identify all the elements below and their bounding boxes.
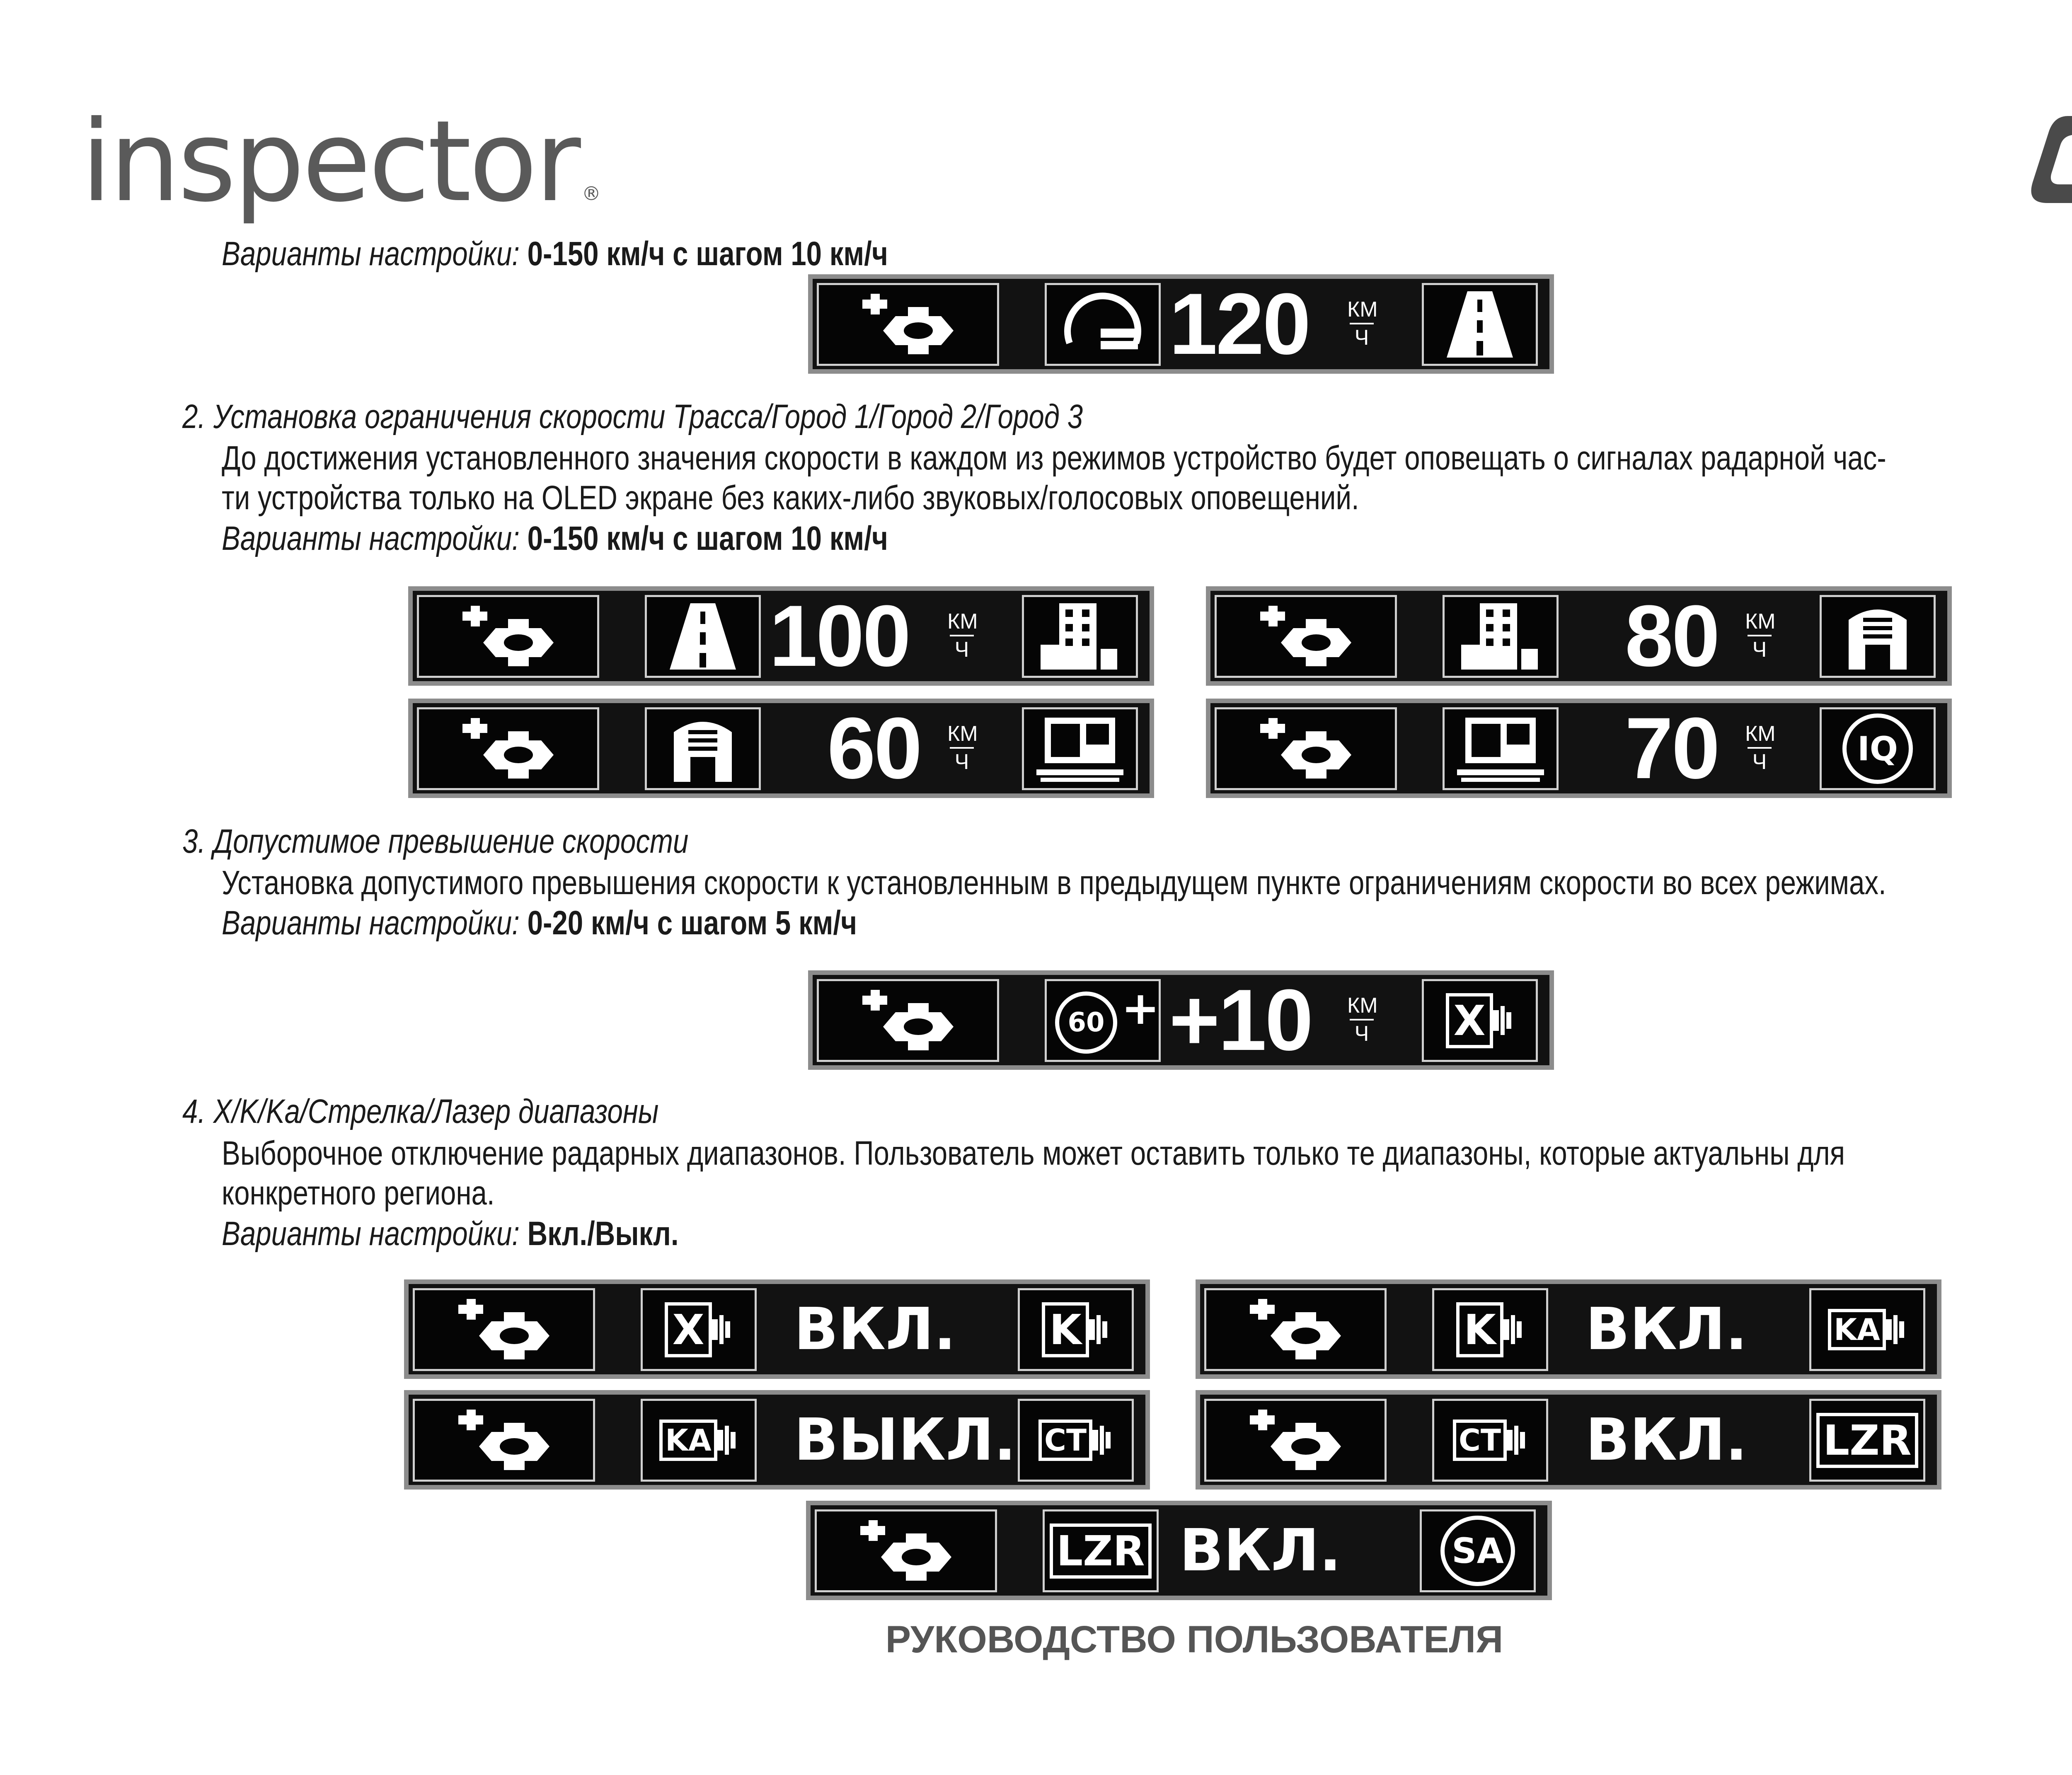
settings-cell (417, 707, 599, 790)
city1-icon (1022, 595, 1138, 678)
unit-kmh: КМ Ч (1347, 297, 1378, 350)
settings-cell (1215, 595, 1397, 678)
oled-screen-band-k (1196, 1279, 1941, 1379)
section-body: До достижения установленного значения скорости в каждом из режимов устройство будет оповещать о сигналах радарной час- (222, 439, 1886, 477)
settings-cell (817, 979, 999, 1062)
highway-icon (1422, 283, 1538, 366)
sa-icon: SA (1420, 1509, 1536, 1592)
settings-cell (417, 595, 599, 678)
section-title: 3. Допустимое превышение скорости (182, 822, 689, 860)
speed-value: 70 (1625, 699, 1719, 797)
oled-screen-city3 (1206, 699, 1952, 798)
oled-screen-band-ka (404, 1390, 1150, 1490)
band-state: ВЫКЛ. (794, 1406, 1016, 1474)
unit-kmh: КМ Ч (1745, 609, 1776, 662)
band-state: ВКЛ. (794, 1295, 956, 1363)
band-k-icon: K (1018, 1288, 1134, 1371)
oled-screen-speed (808, 274, 1554, 374)
band-ka-icon: KA (641, 1399, 757, 1482)
band-state: ВКЛ. (1585, 1406, 1748, 1474)
section-body: ти устройства только на OLED экране без каких-либо звуковых/голосовых оповещений. (222, 479, 1359, 517)
footer-title: РУКОВОДСТВО ПОЛЬЗОВАТЕЛЯ (885, 1618, 1503, 1661)
options-line: Варианты настройки: 0-20 км/ч с шагом 5 км/ч (222, 904, 857, 942)
section-title: 2. Установка ограничения скорости Трасса/Город 1/Город 2/Город 3 (182, 398, 1083, 435)
section-title: 4. X/K/Ka/Стрелка/Лазер диапазоны (182, 1093, 659, 1130)
settings-cell (817, 283, 999, 366)
city2-icon (645, 707, 761, 790)
unit-kmh: КМ Ч (947, 609, 978, 662)
options-line: Варианты настройки: Вкл./Выкл. (222, 1215, 679, 1253)
section-body: конкретного региона. (222, 1174, 495, 1212)
highway-icon (645, 595, 761, 678)
gt-logo (2031, 112, 2072, 207)
band-state: ВКЛ. (1585, 1295, 1748, 1363)
band-x-icon: X (641, 1288, 757, 1371)
band-k-icon: K (1432, 1288, 1548, 1371)
oled-screen-highway (408, 586, 1154, 686)
section-body: Выборочное отключение радарных диапазонов. Пользователь может оставить только те диапазоны, которые актуальны для (222, 1134, 1845, 1172)
unit-kmh: КМ Ч (1745, 722, 1776, 774)
city3-icon (1022, 707, 1138, 790)
settings-gear-icon (442, 1296, 566, 1363)
settings-gear-icon (846, 987, 970, 1054)
oled-screen-city2 (408, 699, 1154, 798)
settings-gear-icon (1244, 716, 1368, 782)
band-ct-icon: СТ (1018, 1399, 1134, 1482)
speedometer-icon (1045, 283, 1161, 366)
settings-cell (413, 1288, 595, 1371)
overspeed-icon: 60 + (1045, 979, 1161, 1062)
oled-screen-overspeed (808, 970, 1554, 1070)
settings-cell (1215, 707, 1397, 790)
brand-logo: inspector ® (81, 96, 598, 227)
unit-kmh: КМ Ч (1347, 994, 1378, 1046)
settings-gear-icon (844, 1518, 968, 1584)
band-ka-icon: KA (1809, 1288, 1925, 1371)
section-body: Установка допустимого превышения скорости к установленным в предыдущем пункте ограничениям скорости во всех режимах. (222, 864, 1886, 902)
settings-gear-icon (1233, 1407, 1358, 1473)
options-line: Варианты настройки: 0-150 км/ч с шагом 10 км/ч (222, 520, 888, 557)
settings-cell (413, 1399, 595, 1482)
band-state: ВКЛ. (1179, 1516, 1341, 1584)
city2-icon (1820, 595, 1936, 678)
band-x-icon: X (1422, 979, 1538, 1062)
options-line: Варианты настройки: 0-150 км/ч с шагом 10 км/ч (222, 235, 888, 273)
settings-cell (815, 1509, 997, 1592)
oled-screen-band-lzr (806, 1501, 1552, 1600)
iq-icon: IQ (1820, 707, 1936, 790)
oled-screen-band-x (404, 1279, 1150, 1379)
settings-cell (1204, 1399, 1387, 1482)
settings-gear-icon (1244, 603, 1368, 670)
band-lzr-icon: LZR (1043, 1509, 1159, 1592)
speed-value: 120 (1169, 275, 1310, 372)
speed-value: 60 (827, 699, 921, 797)
settings-gear-icon (446, 603, 570, 670)
band-ct-icon: СТ (1432, 1399, 1548, 1482)
speed-value: 80 (1625, 587, 1719, 684)
city1-icon (1443, 595, 1559, 678)
city3-icon (1443, 707, 1559, 790)
overspeed-value: +10 (1169, 971, 1312, 1069)
oled-screen-band-ct (1196, 1390, 1941, 1490)
settings-gear-icon (846, 291, 970, 358)
speed-value: 100 (769, 587, 910, 684)
band-lzr-icon: LZR (1809, 1399, 1925, 1482)
settings-gear-icon (446, 716, 570, 782)
unit-kmh: КМ Ч (947, 722, 978, 774)
settings-gear-icon (1233, 1296, 1358, 1363)
settings-gear-icon (442, 1407, 566, 1473)
oled-screen-city1 (1206, 586, 1952, 686)
settings-cell (1204, 1288, 1387, 1371)
